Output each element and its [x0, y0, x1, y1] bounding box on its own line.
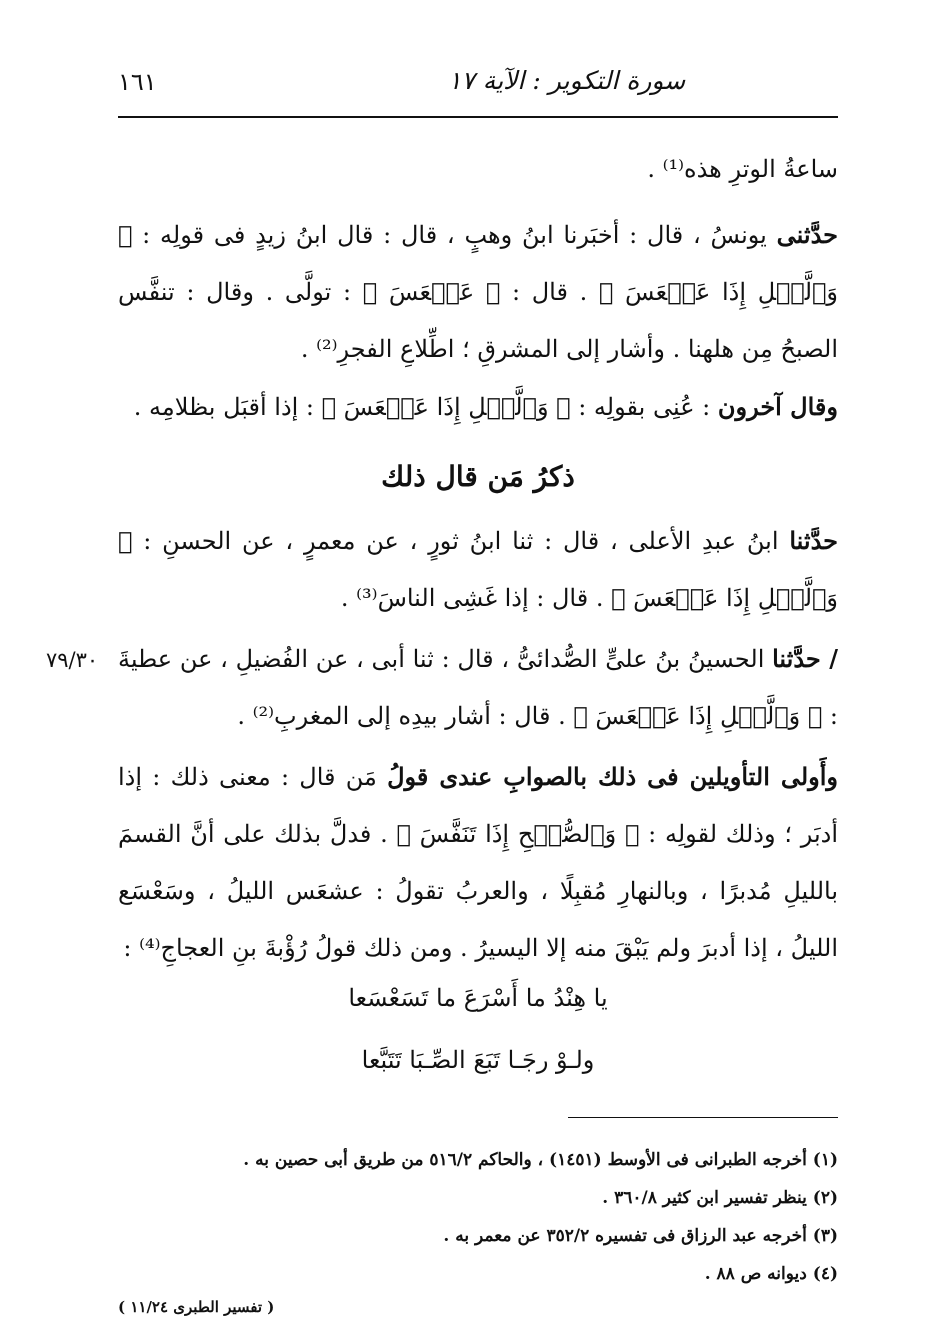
paragraph-lead: وأَولى التأويلين فى ذلك بالصوابِ عندى قولُ [387, 762, 838, 791]
main-text [118, 140, 838, 460]
paragraph-text: ابنُ عبدِ الأعلى ، قال : ثنا ابنُ ثورٍ ، عن معمرٍ ، عن الحسنِ : ﴿ وَٱلَّيۡلِ إِذَا عَسۡعَسَ ﴾ . قال : إذا غَشِى الناسَ⁽³⁾ . [118, 527, 838, 612]
paragraph-lead: / حدَّثنا [772, 644, 838, 673]
main-text-continued [118, 512, 838, 962]
page-header [118, 60, 838, 110]
paragraph-lead: حدَّثنى [776, 220, 838, 249]
paragraph-lead: وقال آخرون [717, 392, 838, 421]
footnote: (٤) ديوانه ص ٨٨ . [704, 1264, 838, 1284]
running-title: سورة التكوير : الآية ١٧ [448, 66, 686, 95]
header-divider [118, 116, 838, 118]
paragraph-text: يونسُ ، قال : أخبَرنا ابنُ وهبٍ ، قال : قال ابنُ زيدٍ فى قولِه : ﴿ وَٱلَّيۡلِ إِذَا عَسۡعَسَ ﴾ . قال : ﴿ عَسۡعَسَ ﴾ : تولَّى . وقال : تنفَّس الصبحُ مِن هلهنا . وأشار إلى المشرقِ ؛ اطِّلاعِ الفجرِ⁽²⁾ . [118, 221, 839, 363]
paragraph [118, 378, 838, 436]
paragraph-text: مَن قال : معنى ذلك : إذا أدبَر ؛ وذلك لقولِه : ﴿ وَٱلصُّبۡحِ إِذَا تَنَفَّسَ ﴾ . فدلَّ بذلك على أنَّ القسمَ بالليلِ مُدبرًا ، وبالنهارِ مُقبِلًا ، والعربُ تقولُ : عشعَس الليلُ ، وسَعْسَع الليلُ ، إذا أدبرَ ولم يَبْقَ منه إلا اليسيرُ . ومن ذلك قولُ رُؤْبةَ بنِ العجاجِ⁽⁴⁾ : [118, 763, 838, 962]
footnote: (١) أخرجه الطبرانى فى الأوسط (١٤٥١) ، والحاكم ٥١٦/٢ من طريق أبى حصين به . [243, 1150, 838, 1170]
paragraph [118, 140, 838, 198]
verse-line: ولـوْ رجَـا تَبَعَ الصِّـبَا تَتَبَّعا [361, 1046, 595, 1074]
paragraph-lead: حدَّثنا [789, 526, 838, 555]
footnote: (٢) ينظر تفسير ابن كثير ٣٦٠/٨ . [602, 1188, 838, 1208]
verse-line: يا هِنْدُ ما أَسْرَعَ ما تَسَعْسَعا [348, 984, 608, 1012]
paragraph [118, 206, 838, 378]
paragraph-text: : عُنِى بقولِه : ﴿ وَٱلَّيۡلِ إِذَا عَسۡعَسَ ﴾ : إذا أقبَل بظلامِه . [133, 393, 718, 421]
volume-reference: ( تفسير الطبرى ١١/٢٤ ) [118, 1298, 275, 1316]
footnote: (٣) أخرجه عبد الرزاق فى تفسيره ٣٥٢/٢ عن معمر به . [443, 1226, 838, 1246]
paragraph [118, 748, 838, 977]
section-heading: ذكرُ مَن قال ذلك [381, 460, 575, 493]
footnotes [118, 1150, 838, 1290]
page-number: ١٦١ [118, 68, 157, 96]
paragraph-text: ساعةُ الوترِ هذه⁽¹⁾ . [647, 155, 838, 183]
margin-reference: ٧٩/٣٠ [46, 648, 99, 672]
paragraph-text: الحسينُ بنُ علىٍّ الصُّدائىُّ ، قال : ثنا أبى ، عن الفُضيلِ ، عن عطيةَ : ﴿ وَٱلَّيۡلِ إِذَا عَسۡعَسَ ﴾ . قال : أشار بيدِه إلى المغربِ⁽²⁾ . [118, 645, 838, 730]
paragraph [118, 512, 838, 627]
paragraph [118, 630, 838, 745]
footnote-divider [568, 1117, 838, 1118]
